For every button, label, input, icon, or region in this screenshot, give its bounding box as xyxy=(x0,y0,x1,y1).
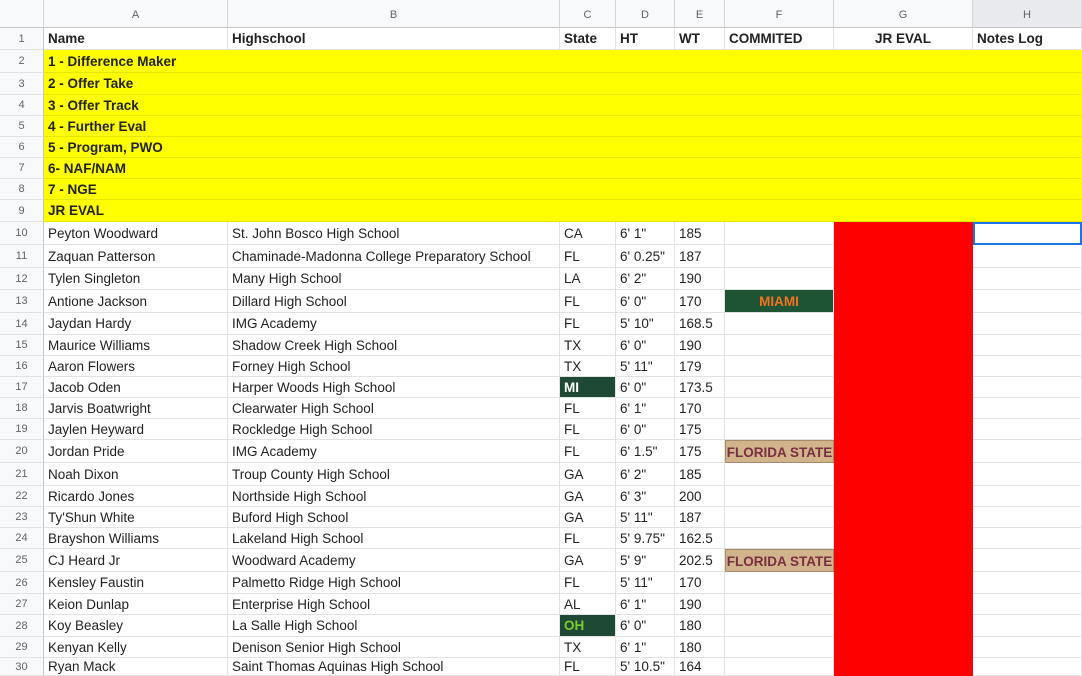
commited-cell[interactable] xyxy=(725,356,834,377)
player-name-cell[interactable]: Zaquan Patterson xyxy=(44,245,228,268)
state-cell[interactable]: FL xyxy=(560,419,616,440)
row-header[interactable]: 29 xyxy=(0,637,44,658)
highschool-cell[interactable]: Enterprise High School xyxy=(228,594,560,615)
jr-eval-cell[interactable] xyxy=(834,268,973,290)
height-cell[interactable]: 6' 1" xyxy=(616,222,675,245)
legend-item[interactable]: 4 - Further Eval xyxy=(44,116,1082,137)
height-cell[interactable]: 5' 11" xyxy=(616,507,675,528)
notes-log-cell[interactable] xyxy=(973,245,1082,268)
row-header[interactable]: 8 xyxy=(0,179,44,200)
height-cell[interactable]: 5' 11" xyxy=(616,356,675,377)
notes-log-cell[interactable] xyxy=(973,507,1082,528)
jr-eval-cell[interactable] xyxy=(834,572,973,594)
player-name-cell[interactable]: Maurice Williams xyxy=(44,335,228,356)
row-header[interactable]: 11 xyxy=(0,245,44,268)
player-name-cell[interactable]: Jacob Oden xyxy=(44,377,228,398)
highschool-cell[interactable]: Many High School xyxy=(228,268,560,290)
notes-log-cell[interactable] xyxy=(973,222,1082,245)
player-name-cell[interactable]: CJ Heard Jr xyxy=(44,549,228,572)
row-header[interactable]: 3 xyxy=(0,73,44,95)
height-cell[interactable]: 5' 10.5" xyxy=(616,658,675,676)
row-header[interactable]: 5 xyxy=(0,116,44,137)
player-name-cell[interactable]: Aaron Flowers xyxy=(44,356,228,377)
highschool-cell[interactable]: Buford High School xyxy=(228,507,560,528)
header-cell-notes[interactable]: Notes Log xyxy=(973,28,1082,50)
row-header[interactable]: 22 xyxy=(0,486,44,507)
highschool-cell[interactable]: IMG Academy xyxy=(228,313,560,335)
weight-cell[interactable]: 175 xyxy=(675,440,725,463)
commited-cell[interactable] xyxy=(725,245,834,268)
notes-log-cell[interactable] xyxy=(973,528,1082,549)
jr-eval-cell[interactable] xyxy=(834,419,973,440)
commited-cell[interactable] xyxy=(725,507,834,528)
row-header[interactable]: 19 xyxy=(0,419,44,440)
notes-log-cell[interactable] xyxy=(973,290,1082,313)
row-header[interactable]: 25 xyxy=(0,549,44,572)
player-name-cell[interactable]: Brayshon Williams xyxy=(44,528,228,549)
highschool-cell[interactable]: Dillard High School xyxy=(228,290,560,313)
weight-cell[interactable]: 168.5 xyxy=(675,313,725,335)
player-name-cell[interactable]: Koy Beasley xyxy=(44,615,228,637)
commited-cell[interactable] xyxy=(725,594,834,615)
height-cell[interactable]: 6' 0" xyxy=(616,290,675,313)
jr-eval-cell[interactable] xyxy=(834,377,973,398)
column-header-d[interactable]: D xyxy=(616,0,675,28)
weight-cell[interactable]: 190 xyxy=(675,335,725,356)
height-cell[interactable]: 6' 3" xyxy=(616,486,675,507)
commited-cell[interactable] xyxy=(725,398,834,419)
header-cell-ht[interactable]: HT xyxy=(616,28,675,50)
commited-cell[interactable] xyxy=(725,528,834,549)
weight-cell[interactable]: 185 xyxy=(675,463,725,486)
commited-cell[interactable] xyxy=(725,268,834,290)
player-name-cell[interactable]: Ricardo Jones xyxy=(44,486,228,507)
state-cell[interactable]: FL xyxy=(560,313,616,335)
row-header[interactable]: 15 xyxy=(0,335,44,356)
player-name-cell[interactable]: Tylen Singleton xyxy=(44,268,228,290)
notes-log-cell[interactable] xyxy=(973,549,1082,572)
commited-cell[interactable] xyxy=(725,637,834,658)
state-cell[interactable]: MI xyxy=(560,377,616,398)
player-name-cell[interactable]: Ty'Shun White xyxy=(44,507,228,528)
row-header[interactable]: 30 xyxy=(0,658,44,676)
row-header[interactable]: 14 xyxy=(0,313,44,335)
player-name-cell[interactable]: Ryan Mack xyxy=(44,658,228,676)
row-header[interactable]: 2 xyxy=(0,50,44,73)
jr-eval-cell[interactable] xyxy=(834,356,973,377)
state-cell[interactable]: FL xyxy=(560,658,616,676)
state-cell[interactable]: TX xyxy=(560,335,616,356)
legend-item[interactable]: JR EVAL xyxy=(44,200,1082,222)
row-header[interactable]: 6 xyxy=(0,137,44,158)
player-name-cell[interactable]: Antione Jackson xyxy=(44,290,228,313)
row-header[interactable]: 20 xyxy=(0,440,44,463)
state-cell[interactable]: FL xyxy=(560,440,616,463)
height-cell[interactable]: 6' 0" xyxy=(616,419,675,440)
legend-item[interactable]: 5 - Program, PWO xyxy=(44,137,1082,158)
notes-log-cell[interactable] xyxy=(973,486,1082,507)
state-cell[interactable]: OH xyxy=(560,615,616,637)
jr-eval-cell[interactable] xyxy=(834,528,973,549)
height-cell[interactable]: 5' 10" xyxy=(616,313,675,335)
highschool-cell[interactable]: Troup County High School xyxy=(228,463,560,486)
column-header-c[interactable]: C xyxy=(560,0,616,28)
notes-log-cell[interactable] xyxy=(973,356,1082,377)
commited-cell[interactable] xyxy=(725,572,834,594)
weight-cell[interactable]: 170 xyxy=(675,290,725,313)
jr-eval-cell[interactable] xyxy=(834,222,973,245)
state-cell[interactable]: TX xyxy=(560,637,616,658)
row-header[interactable]: 7 xyxy=(0,158,44,179)
notes-log-cell[interactable] xyxy=(973,335,1082,356)
weight-cell[interactable]: 179 xyxy=(675,356,725,377)
weight-cell[interactable]: 185 xyxy=(675,222,725,245)
commited-cell[interactable] xyxy=(725,419,834,440)
notes-log-cell[interactable] xyxy=(973,463,1082,486)
row-header[interactable]: 12 xyxy=(0,268,44,290)
weight-cell[interactable]: 190 xyxy=(675,268,725,290)
highschool-cell[interactable]: Forney High School xyxy=(228,356,560,377)
header-cell-jr-eval[interactable]: JR EVAL xyxy=(834,28,973,50)
weight-cell[interactable]: 187 xyxy=(675,507,725,528)
column-header-a[interactable]: A xyxy=(44,0,228,28)
highschool-cell[interactable]: La Salle High School xyxy=(228,615,560,637)
row-header[interactable]: 27 xyxy=(0,594,44,615)
notes-log-cell[interactable] xyxy=(973,377,1082,398)
highschool-cell[interactable]: Saint Thomas Aquinas High School xyxy=(228,658,560,676)
state-cell[interactable]: TX xyxy=(560,356,616,377)
state-cell[interactable]: GA xyxy=(560,486,616,507)
jr-eval-cell[interactable] xyxy=(834,637,973,658)
column-header-e[interactable]: E xyxy=(675,0,725,28)
jr-eval-cell[interactable] xyxy=(834,486,973,507)
column-header-g[interactable]: G xyxy=(834,0,973,28)
weight-cell[interactable]: 180 xyxy=(675,615,725,637)
weight-cell[interactable]: 202.5 xyxy=(675,549,725,572)
legend-item[interactable]: 7 - NGE xyxy=(44,179,1082,200)
height-cell[interactable]: 6' 2" xyxy=(616,463,675,486)
jr-eval-cell[interactable] xyxy=(834,615,973,637)
jr-eval-cell[interactable] xyxy=(834,507,973,528)
height-cell[interactable]: 5' 9.75" xyxy=(616,528,675,549)
row-header[interactable]: 17 xyxy=(0,377,44,398)
notes-log-cell[interactable] xyxy=(973,658,1082,676)
jr-eval-cell[interactable] xyxy=(834,594,973,615)
weight-cell[interactable]: 190 xyxy=(675,594,725,615)
highschool-cell[interactable]: Harper Woods High School xyxy=(228,377,560,398)
player-name-cell[interactable]: Keion Dunlap xyxy=(44,594,228,615)
column-header-b[interactable]: B xyxy=(228,0,560,28)
notes-log-cell[interactable] xyxy=(973,594,1082,615)
legend-item[interactable]: 6- NAF/NAM xyxy=(44,158,1082,179)
notes-log-cell[interactable] xyxy=(973,572,1082,594)
player-name-cell[interactable]: Noah Dixon xyxy=(44,463,228,486)
weight-cell[interactable]: 162.5 xyxy=(675,528,725,549)
column-header-h[interactable]: H xyxy=(973,0,1082,28)
player-name-cell[interactable]: Jarvis Boatwright xyxy=(44,398,228,419)
player-name-cell[interactable]: Kenyan Kelly xyxy=(44,637,228,658)
player-name-cell[interactable]: Peyton Woodward xyxy=(44,222,228,245)
weight-cell[interactable]: 180 xyxy=(675,637,725,658)
commited-cell[interactable]: FLORIDA STATE xyxy=(725,440,834,463)
notes-log-cell[interactable] xyxy=(973,313,1082,335)
jr-eval-cell[interactable] xyxy=(834,335,973,356)
commited-cell[interactable]: FLORIDA STATE xyxy=(725,549,834,572)
commited-cell[interactable] xyxy=(725,658,834,676)
height-cell[interactable]: 5' 9" xyxy=(616,549,675,572)
state-cell[interactable]: FL xyxy=(560,245,616,268)
player-name-cell[interactable]: Jordan Pride xyxy=(44,440,228,463)
header-cell-highschool[interactable]: Highschool xyxy=(228,28,560,50)
highschool-cell[interactable]: Shadow Creek High School xyxy=(228,335,560,356)
row-header[interactable]: 23 xyxy=(0,507,44,528)
state-cell[interactable]: FL xyxy=(560,290,616,313)
state-cell[interactable]: GA xyxy=(560,463,616,486)
commited-cell[interactable] xyxy=(725,486,834,507)
commited-cell[interactable] xyxy=(725,615,834,637)
weight-cell[interactable]: 170 xyxy=(675,572,725,594)
notes-log-cell[interactable] xyxy=(973,398,1082,419)
row-header[interactable]: 24 xyxy=(0,528,44,549)
legend-item[interactable]: 2 - Offer Take xyxy=(44,73,1082,95)
highschool-cell[interactable]: Denison Senior High School xyxy=(228,637,560,658)
state-cell[interactable]: GA xyxy=(560,507,616,528)
commited-cell[interactable] xyxy=(725,222,834,245)
height-cell[interactable]: 6' 1" xyxy=(616,637,675,658)
header-cell-name[interactable]: Name xyxy=(44,28,228,50)
height-cell[interactable]: 6' 1" xyxy=(616,398,675,419)
state-cell[interactable]: LA xyxy=(560,268,616,290)
state-cell[interactable]: FL xyxy=(560,528,616,549)
commited-cell[interactable]: MIAMI xyxy=(725,290,834,313)
legend-item[interactable]: 3 - Offer Track xyxy=(44,95,1082,116)
weight-cell[interactable]: 175 xyxy=(675,419,725,440)
jr-eval-cell[interactable] xyxy=(834,549,973,572)
jr-eval-cell[interactable] xyxy=(834,398,973,419)
row-header[interactable]: 4 xyxy=(0,95,44,116)
player-name-cell[interactable]: Jaydan Hardy xyxy=(44,313,228,335)
jr-eval-cell[interactable] xyxy=(834,290,973,313)
highschool-cell[interactable]: IMG Academy xyxy=(228,440,560,463)
weight-cell[interactable]: 170 xyxy=(675,398,725,419)
notes-log-cell[interactable] xyxy=(973,419,1082,440)
row-header[interactable]: 16 xyxy=(0,356,44,377)
row-header[interactable]: 10 xyxy=(0,222,44,245)
jr-eval-cell[interactable] xyxy=(834,313,973,335)
jr-eval-cell[interactable] xyxy=(834,463,973,486)
commited-cell[interactable] xyxy=(725,335,834,356)
notes-log-cell[interactable] xyxy=(973,440,1082,463)
header-cell-wt[interactable]: WT xyxy=(675,28,725,50)
row-header[interactable]: 1 xyxy=(0,28,44,50)
state-cell[interactable]: FL xyxy=(560,572,616,594)
notes-log-cell[interactable] xyxy=(973,268,1082,290)
state-cell[interactable]: GA xyxy=(560,549,616,572)
row-header[interactable]: 28 xyxy=(0,615,44,637)
jr-eval-cell[interactable] xyxy=(834,658,973,676)
notes-log-cell[interactable] xyxy=(973,615,1082,637)
select-all-corner[interactable] xyxy=(0,0,44,28)
highschool-cell[interactable]: Woodward Academy xyxy=(228,549,560,572)
height-cell[interactable]: 6' 0" xyxy=(616,615,675,637)
row-header[interactable]: 9 xyxy=(0,200,44,222)
commited-cell[interactable] xyxy=(725,313,834,335)
height-cell[interactable]: 6' 0" xyxy=(616,335,675,356)
weight-cell[interactable]: 173.5 xyxy=(675,377,725,398)
state-cell[interactable]: CA xyxy=(560,222,616,245)
row-header[interactable]: 26 xyxy=(0,572,44,594)
state-cell[interactable]: FL xyxy=(560,398,616,419)
highschool-cell[interactable]: Northside High School xyxy=(228,486,560,507)
player-name-cell[interactable]: Jaylen Heyward xyxy=(44,419,228,440)
highschool-cell[interactable]: Lakeland High School xyxy=(228,528,560,549)
weight-cell[interactable]: 187 xyxy=(675,245,725,268)
highschool-cell[interactable]: St. John Bosco High School xyxy=(228,222,560,245)
commited-cell[interactable] xyxy=(725,377,834,398)
height-cell[interactable]: 6' 1.5" xyxy=(616,440,675,463)
row-header[interactable]: 18 xyxy=(0,398,44,419)
weight-cell[interactable]: 200 xyxy=(675,486,725,507)
height-cell[interactable]: 5' 11" xyxy=(616,572,675,594)
weight-cell[interactable]: 164 xyxy=(675,658,725,676)
height-cell[interactable]: 6' 0.25" xyxy=(616,245,675,268)
jr-eval-cell[interactable] xyxy=(834,440,973,463)
column-header-f[interactable]: F xyxy=(725,0,834,28)
commited-cell[interactable] xyxy=(725,463,834,486)
height-cell[interactable]: 6' 2" xyxy=(616,268,675,290)
row-header[interactable]: 13 xyxy=(0,290,44,313)
height-cell[interactable]: 6' 1" xyxy=(616,594,675,615)
highschool-cell[interactable]: Clearwater High School xyxy=(228,398,560,419)
row-header[interactable]: 21 xyxy=(0,463,44,486)
highschool-cell[interactable]: Palmetto Ridge High School xyxy=(228,572,560,594)
header-cell-commited[interactable]: COMMITED xyxy=(725,28,834,50)
height-cell[interactable]: 6' 0" xyxy=(616,377,675,398)
highschool-cell[interactable]: Rockledge High School xyxy=(228,419,560,440)
header-cell-state[interactable]: State xyxy=(560,28,616,50)
state-cell[interactable]: AL xyxy=(560,594,616,615)
player-name-cell[interactable]: Kensley Faustin xyxy=(44,572,228,594)
legend-item[interactable]: 1 - Difference Maker xyxy=(44,50,1082,73)
highschool-cell[interactable]: Chaminade-Madonna College Preparatory School xyxy=(228,245,560,268)
jr-eval-cell[interactable] xyxy=(834,245,973,268)
notes-log-cell[interactable] xyxy=(973,637,1082,658)
